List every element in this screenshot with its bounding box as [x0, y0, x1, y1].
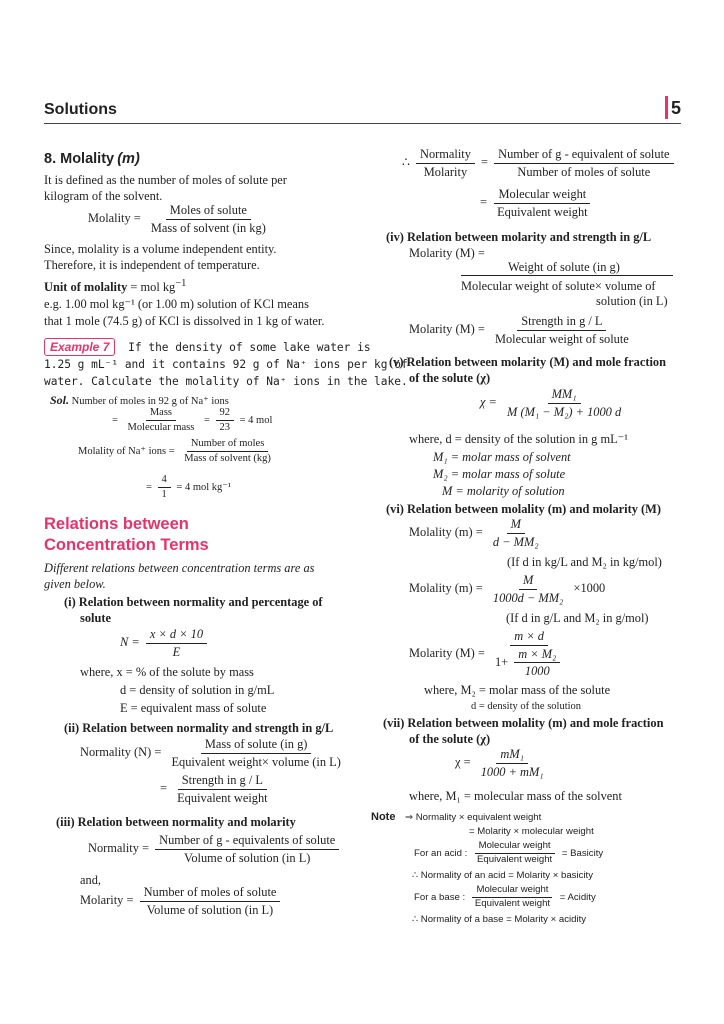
note-3-num: Molecular weight	[475, 840, 555, 854]
r1-den: E	[172, 644, 181, 659]
relations-title-line-2: Concentration Terms	[44, 536, 209, 554]
r1-where-1: where, x = % of the solute by mass	[80, 665, 254, 679]
sol-2-frac-1	[124, 406, 199, 435]
eq1-lhs: Molality =	[88, 211, 141, 226]
page-number: 5	[670, 98, 681, 118]
sol-1: Number of moles in 92 g of Na⁺ ions	[71, 396, 229, 407]
eq1-denominator: Mass of solvent (in kg)	[150, 220, 266, 235]
note-3-den: Equivalent weight	[477, 853, 553, 865]
example-badge: Example 7	[44, 338, 115, 356]
r3-head: (iii) Relation between normality and molarity	[56, 815, 296, 829]
r3-frac-2	[140, 884, 281, 918]
r3-and: and,	[80, 873, 101, 887]
r6-multiplier: ×1000	[573, 581, 606, 596]
since-line-1: Since, molality is a volume independent entity.	[44, 242, 277, 256]
t2-den: Equivalent weight	[497, 204, 588, 219]
r2-equation-2	[160, 772, 275, 806]
ratio-equation	[402, 146, 677, 180]
r3-num: Number of g - equivalents of solute	[155, 832, 339, 850]
molality-def-line-2: kilogram of the solvent.	[44, 189, 163, 203]
page-header-title: Solutions	[44, 101, 117, 118]
sol-3-frac	[180, 437, 275, 466]
r7-head-2: of the solute (χ)	[409, 732, 491, 746]
r4-num: Weight of solute (in g)	[508, 260, 620, 274]
r1-head-1: (i) Relation between normality and percentage of	[64, 595, 323, 609]
r7-den: 1000 + mM₁	[480, 764, 544, 779]
sol-3-lhs: Molality of Na⁺ ions =	[78, 446, 175, 458]
r1-where-2: d = density of solution in g/mL	[120, 683, 275, 697]
r4-num2: Strength in g / L	[517, 313, 606, 331]
t1-frac-a	[416, 146, 475, 180]
r2-frac	[167, 736, 344, 770]
t2-frac	[493, 186, 592, 220]
r6-frac-3	[491, 628, 567, 680]
r6-equation-3	[409, 628, 570, 680]
solution-line-2	[112, 406, 272, 435]
eg-line-2: that 1 mole (74.5 g) of KCl is dissolved in 1 kg of water.	[44, 314, 325, 328]
r6-frac	[489, 516, 543, 550]
r5-den: M (M₁ − M₂) + 1000 d	[507, 404, 622, 419]
example-question-line-2: 1.25 g mL⁻¹ and it contains 92 g of Na⁺ ions per kg of	[44, 358, 408, 371]
sol-2-num: Mass	[146, 406, 176, 421]
unit-value: = mol kg	[130, 280, 176, 295]
relations-intro-1: Different relations between concentration terms are as	[44, 561, 315, 575]
r2-lhs2: =	[160, 781, 167, 796]
note-line-4: ∴ Normality of an acid = Molarity × basicity	[412, 870, 593, 881]
r3-lhs: Normality =	[88, 841, 150, 856]
note-3-result: = Basicity	[561, 847, 604, 859]
r4-den-1: Molecular weight of solute× volume of	[461, 279, 656, 293]
r2-den2: Equivalent weight	[177, 790, 268, 805]
sol-2-den2: 23	[219, 422, 230, 434]
relations-title-line-1: Relations between	[44, 515, 189, 533]
t1-num-b: Number of g - equivalent of solute	[494, 146, 673, 164]
r6-num3: m × d	[510, 628, 548, 646]
solution-line-3	[78, 437, 278, 466]
r1-equation	[120, 626, 210, 660]
r2-num: Mass of solute (in g)	[201, 736, 312, 754]
note-tag: Note	[371, 811, 396, 823]
r7-num: mM₁	[496, 746, 528, 764]
therefore-symbol: ∴	[402, 155, 410, 170]
sol-4-frac	[158, 473, 171, 502]
sol-3-den: Mass of solvent (kg)	[184, 453, 271, 465]
r2-lhs: Normality (N) =	[80, 745, 162, 760]
r5-where-4: M = molarity of solution	[442, 484, 565, 498]
r6-head: (vi) Relation between molality (m) and molarity (M)	[386, 502, 661, 516]
molality-heading	[44, 150, 140, 170]
sol-4-num: 4	[158, 473, 171, 488]
t1-frac-b	[494, 146, 673, 180]
note-5-result: = Acidity	[559, 891, 596, 903]
r6-lhs: Molality (m) =	[409, 525, 483, 540]
note-line-1: ⇒ Normality × equivalent weight	[405, 812, 542, 823]
r6-where-2: d = density of the solution	[471, 701, 582, 712]
r3-num2: Number of moles of solute	[140, 884, 281, 902]
r3-equation-2	[80, 884, 283, 918]
r7-equation	[455, 746, 551, 780]
molality-symbol: (m)	[117, 151, 140, 167]
r7-where: where, M₁ = molecular mass of the solvent	[409, 789, 622, 803]
note-5-num: Molecular weight	[472, 884, 552, 898]
note-3-lhs: For an acid :	[414, 847, 468, 859]
r6-note-2: (If d in g/L and M₂ in g/mol)	[506, 611, 649, 625]
r6-equation-2	[409, 572, 605, 606]
ratio-equation-2	[480, 186, 595, 220]
r5-lhs: χ =	[480, 395, 497, 410]
note-3-frac	[473, 840, 556, 867]
r4-frac-2	[491, 313, 633, 347]
r1-where-3: E = equivalent mass of solute	[120, 701, 267, 715]
r3-lhs2: Molarity =	[80, 893, 134, 908]
sol-4-lhs: =	[146, 482, 152, 494]
example-question-line-1	[44, 338, 371, 356]
sol-4-result: = 4 mol kg⁻¹	[176, 482, 231, 494]
header-rule	[44, 123, 681, 124]
t1-eq: =	[481, 155, 489, 170]
r4-den-2: solution (in L)	[596, 294, 668, 308]
example-question-line-3: water. Calculate the molality of Na⁺ ions in the lake.	[44, 375, 408, 388]
r5-frac	[503, 386, 625, 420]
r6-lhs3: Molarity (M) =	[409, 645, 485, 660]
sol-3-num: Number of moles	[187, 437, 269, 452]
note-line-3	[414, 840, 603, 867]
r6-where-1: where, M₂ = molar mass of the solute	[424, 683, 611, 697]
r5-where-1: where, d = density of the solution in g mL⁻¹	[409, 432, 628, 446]
note-5-frac	[471, 884, 554, 911]
r4-lhs: Molarity (M) =	[409, 246, 485, 260]
r6-equation-1	[409, 516, 546, 550]
r4-lhs2: Molarity (M) =	[409, 322, 485, 337]
r1-head-2: solute	[80, 611, 111, 625]
sol-2-frac-2	[216, 406, 235, 435]
r6-den: d − MM₂	[492, 534, 539, 549]
r5-head-2: of the solute (χ)	[409, 371, 491, 385]
r4-head: (iv) Relation between molarity and strength in g/L	[386, 230, 652, 244]
r7-frac	[477, 746, 548, 780]
r5-equation	[480, 386, 628, 420]
r7-head-1: (vii) Relation between molality (m) and mole fraction	[383, 716, 664, 730]
r5-head-1: (v) Relation between molarity (M) and mole fraction	[389, 355, 667, 369]
r6-den3-num: m × M₂	[514, 646, 560, 664]
r6-den3	[491, 646, 567, 680]
r3-den: Volume of solution (in L)	[184, 850, 311, 865]
eq1-fraction	[147, 202, 270, 236]
t1-num-a: Normality	[416, 146, 475, 164]
note-5-lhs: For a base :	[414, 891, 466, 903]
r1-frac	[146, 626, 207, 660]
eq1-numerator: Moles of solute	[166, 202, 251, 220]
t2-num: Molecular weight	[494, 186, 590, 204]
note-line-5	[414, 884, 596, 911]
molality-equation	[88, 202, 273, 236]
unit-label: Unit of molality	[44, 280, 128, 295]
eg-line-1: e.g. 1.00 mol kg⁻¹ (or 1.00 m) solution of KCl means	[44, 297, 309, 311]
r3-frac	[155, 832, 339, 866]
r3-equation-1	[88, 832, 342, 866]
molality-title: 8. Molality	[44, 151, 115, 167]
molality-def-line-1: It is defined as the number of moles of solute per	[44, 173, 287, 187]
header-accent-bar	[665, 96, 668, 119]
r7-lhs: χ =	[455, 755, 471, 770]
r6-den3-frac	[514, 646, 560, 680]
r6-den3-pre: 1+	[494, 654, 509, 669]
r6-frac-2	[489, 572, 567, 606]
note-line-6: ∴ Normality of a base = Molarity × acidity	[412, 914, 587, 925]
sol-2-den: Molecular mass	[127, 422, 195, 434]
r2-num2: Strength in g / L	[178, 772, 267, 790]
since-line-2: Therefore, it is independent of temperature.	[44, 258, 260, 272]
r5-where-3: M₂ = molar mass of solute	[433, 467, 566, 481]
r5-num: MM₁	[548, 386, 581, 404]
sol-2-eq: =	[203, 415, 210, 427]
r6-den3-den: 1000	[524, 664, 550, 679]
r2-head: (ii) Relation between normality and strength in g/L	[64, 721, 334, 735]
r6-num2: M	[519, 572, 537, 590]
t1-den-b: Number of moles of solute	[517, 164, 651, 179]
sol-2-result: = 4 mol	[239, 415, 273, 427]
note-5-den: Equivalent weight	[474, 897, 551, 909]
t2-eq: =	[480, 195, 487, 210]
r4-equation-2	[409, 313, 636, 347]
r5-where-2: M₁ = molar mass of solvent	[433, 450, 571, 464]
relations-intro-2: given below.	[44, 577, 106, 591]
unit-of-molality	[44, 277, 186, 296]
r6-den2: 1000d − MM₂	[492, 590, 564, 605]
r4-fraction-bar	[461, 275, 673, 276]
sol-2-num2: 92	[216, 406, 235, 421]
sol-4-den: 1	[161, 489, 167, 501]
r3-den2: Volume of solution (in L)	[146, 902, 274, 917]
t1-den-a: Molarity	[423, 164, 468, 179]
r6-num: M	[507, 516, 525, 534]
r6-note-1: (If d in kg/L and M₂ in kg/mol)	[507, 555, 662, 569]
solution-line-4	[146, 473, 231, 502]
example-q1: If the density of some lake water is	[128, 341, 371, 354]
r1-lhs: N =	[120, 635, 140, 650]
note-line-2: = Molarity × molecular weight	[469, 826, 594, 837]
r2-frac-2	[173, 772, 272, 806]
r6-lhs2: Molality (m) =	[409, 581, 483, 596]
r2-den: Equivalent weight× volume (in L)	[171, 754, 341, 769]
r4-den2: Molecular weight of solute	[494, 331, 629, 346]
r1-num: x × d × 10	[146, 626, 207, 644]
sol-2-lhs: =	[112, 415, 118, 427]
sol-label: Sol.	[50, 393, 70, 407]
r2-equation-1	[80, 736, 348, 770]
unit-exponent: −1	[175, 278, 187, 289]
